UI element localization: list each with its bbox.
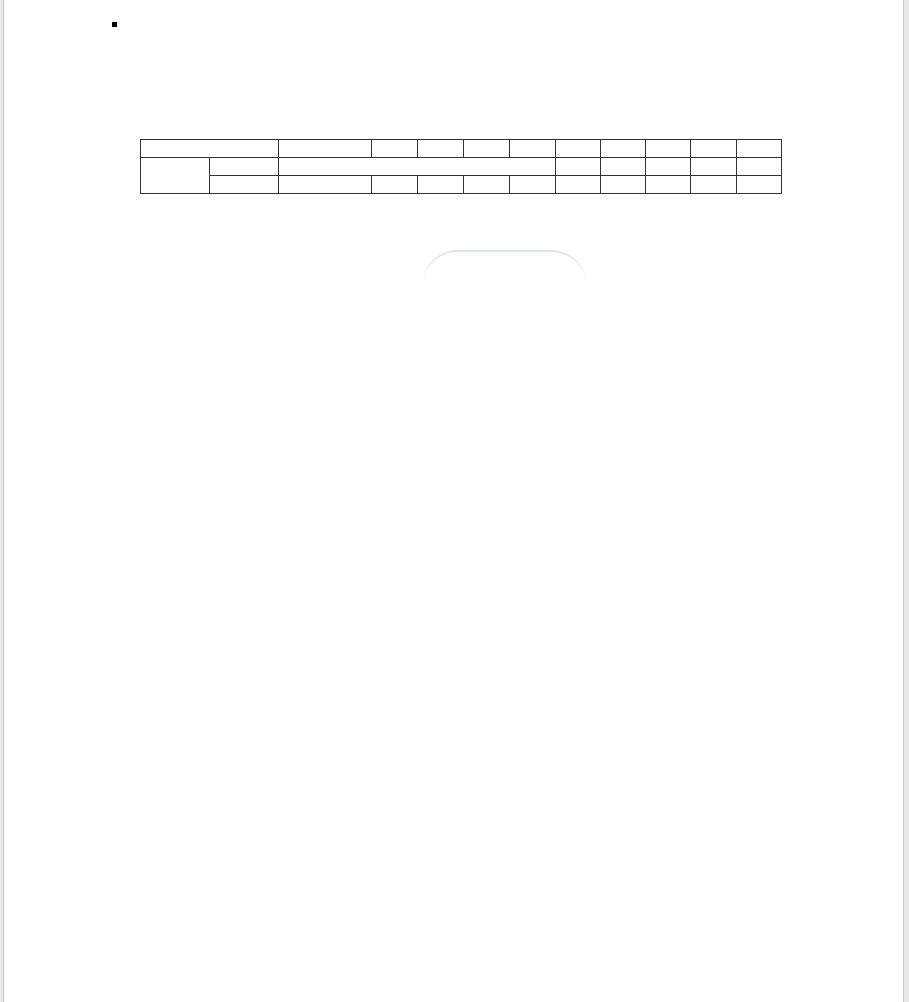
- amplitude-cell: [646, 140, 691, 158]
- amplitude-cell: [464, 140, 510, 158]
- watermark-arc: [422, 250, 587, 286]
- load-cell: [737, 158, 782, 176]
- alpha2-row: [141, 158, 782, 176]
- bullet-icon: [112, 22, 117, 27]
- alpha4-row: [141, 176, 782, 194]
- load-cell: [556, 158, 601, 176]
- load-cell: [601, 158, 646, 176]
- amplitude-cell: [737, 140, 782, 158]
- load-cell: [601, 176, 646, 194]
- amplitude-label: [141, 140, 279, 158]
- amplitude-row: [141, 140, 782, 158]
- load-cell: [279, 176, 372, 194]
- load-cell: [691, 176, 737, 194]
- amplitude-cell: [279, 140, 372, 158]
- load-cell: [464, 176, 510, 194]
- load-cell: [691, 158, 737, 176]
- document-page: [3, 0, 904, 1002]
- load-cell: [510, 176, 556, 194]
- amplitude-cell: [510, 140, 556, 158]
- amplitude-cell: [418, 140, 464, 158]
- alpha2-label: [210, 158, 279, 176]
- load-cell: [418, 176, 464, 194]
- load-cell: [737, 176, 782, 194]
- load-cell: [556, 176, 601, 194]
- amplitude-cell: [691, 140, 737, 158]
- alpha4-label: [210, 176, 279, 194]
- load-cell: [372, 176, 418, 194]
- amplitude-cell: [556, 140, 601, 158]
- amplitude-cell: [601, 140, 646, 158]
- load-table: [140, 139, 782, 194]
- page-heading: [112, 9, 124, 39]
- load-label: [141, 158, 210, 194]
- load-cell: [646, 176, 691, 194]
- load-cell: [646, 158, 691, 176]
- load-cell: [279, 158, 556, 176]
- amplitude-cell: [372, 140, 418, 158]
